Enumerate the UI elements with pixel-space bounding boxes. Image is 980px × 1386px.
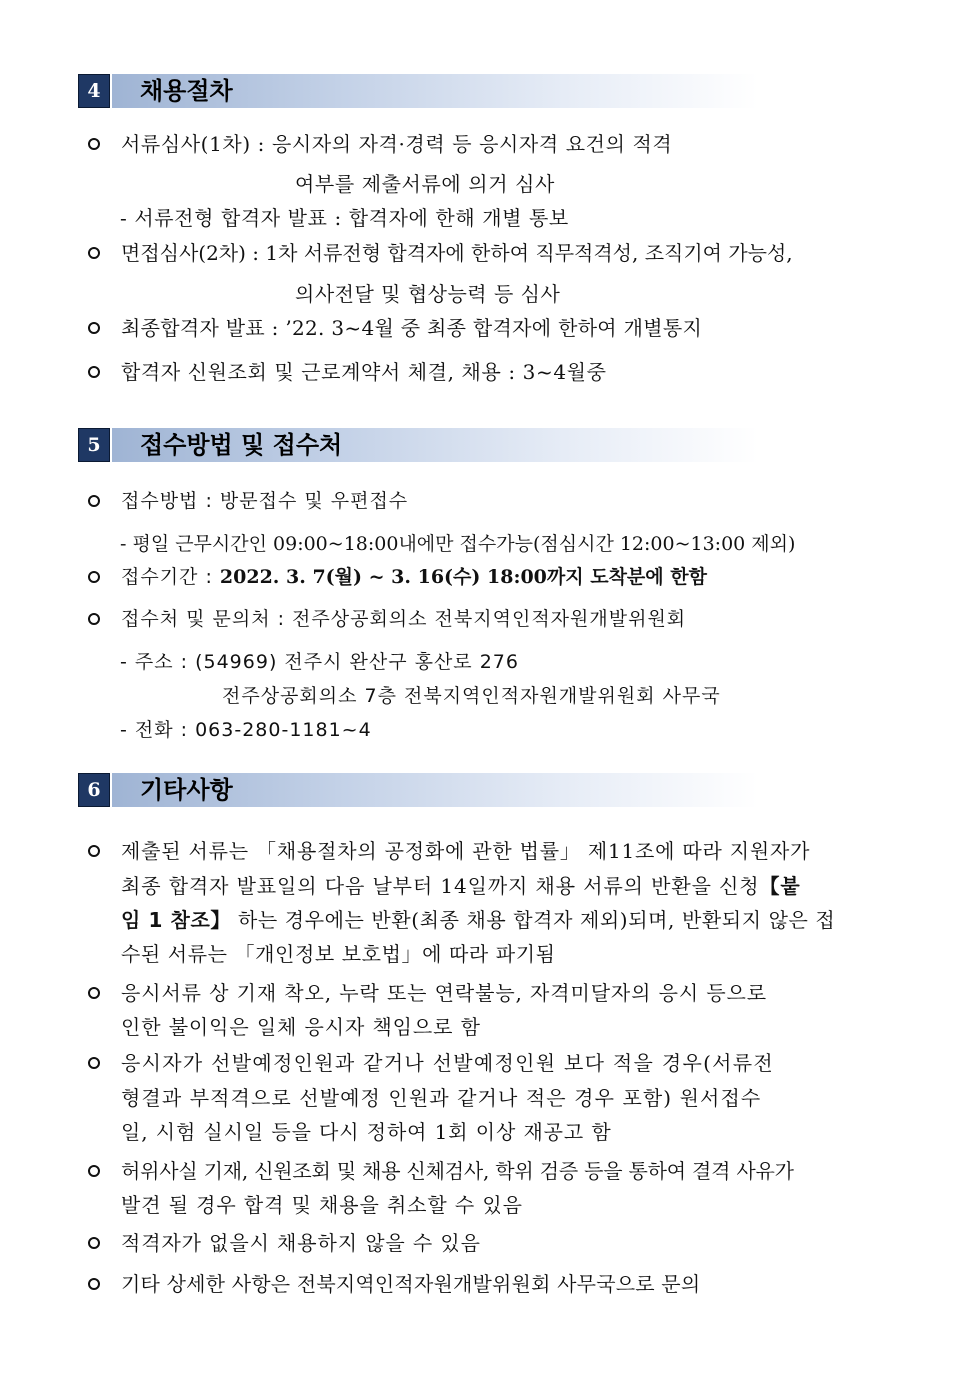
sub-item-continuation: 전주상공회의소 7층 전북지역인적자원개발위원회 사무국 (222, 685, 721, 707)
list-item-continuation: 여부를 제출서류에 의거 심사 (295, 172, 555, 196)
section-header-5 (78, 428, 758, 462)
section-header-6 (78, 773, 758, 807)
bullet-circle-icon (88, 495, 100, 507)
list-item-continuation (121, 872, 801, 900)
reference-emphasis: 임 1 참조】 (121, 908, 232, 932)
bullet-circle-icon (88, 845, 100, 857)
list-item-continuation: 형결과 부적격으로 선발예정 인원과 같거나 적은 경우 포함) 원서접수 (121, 1086, 762, 1110)
list-item-continuation: 발견 될 경우 합격 및 채용을 취소할 수 있음 (121, 1193, 523, 1217)
text-run: 하는 경우에는 반환(최종 채용 합격자 제외)되며, 반환되지 않은 접 (231, 908, 836, 932)
list-item: 응시서류 상 기재 착오, 누락 또는 연락불능, 자격미달자의 응시 등으로 (121, 981, 767, 1005)
bullet-circle-icon (88, 987, 100, 999)
section-title: 기타사항 (140, 776, 233, 804)
list-item-continuation (121, 906, 835, 934)
bullet-circle-icon (88, 613, 100, 625)
list-item (121, 563, 707, 591)
bullet-circle-icon (88, 366, 100, 378)
item-label: 접수기간 : (121, 566, 220, 588)
bullet-circle-icon (88, 138, 100, 150)
bullet-circle-icon (88, 1237, 100, 1249)
section-number: 5 (78, 428, 110, 462)
section-number: 4 (78, 74, 110, 108)
list-item: 응시자가 선발예정인원과 같거나 선발예정인원 보다 적을 경우(서류전 (121, 1051, 775, 1075)
list-item: 접수방법 : 방문접수 및 우편접수 (121, 490, 409, 512)
list-item: 서류심사(1차) : 응시자의 자격·경력 등 응시자격 요건의 적격 (121, 132, 673, 156)
list-item: 허위사실 기재, 신원조회 및 채용 신체검사, 학위 검증 등을 통하여 결격 사유가 (121, 1159, 794, 1183)
list-item-continuation: 일, 시험 실시일 등을 다시 정하여 1회 이상 재공고 함 (121, 1120, 612, 1144)
list-item: 면접심사(2차) : 1차 서류전형 합격자에 한하여 직무적격성, 조직기여 가능성, (121, 241, 793, 265)
reference-emphasis: 【붙 (759, 874, 801, 898)
item-emphasis: 2022. 3. 7(월) ~ 3. 16(수) 18:00까지 도착분에 한함 (219, 566, 707, 588)
section-title: 채용절차 (140, 77, 233, 105)
bullet-circle-icon (88, 1278, 100, 1290)
list-item-continuation: 의사전달 및 협상능력 등 심사 (295, 282, 561, 306)
sub-item: - 주소 : (54969) 전주시 완산구 홍산로 276 (120, 651, 519, 673)
section-title: 접수방법 및 접수처 (140, 431, 343, 459)
bullet-circle-icon (88, 247, 100, 259)
section-header-4 (78, 74, 758, 108)
list-item-continuation: 인한 불이익은 일체 응시자 책임으로 함 (121, 1015, 481, 1039)
list-item-continuation: 수된 서류는 「개인정보 보호법」에 따라 파기됨 (121, 942, 556, 966)
sub-item: - 서류전형 합격자 발표 : 합격자에 한해 개별 통보 (120, 206, 569, 230)
text-run: 최종 합격자 발표일의 다음 날부터 14일까지 채용 서류의 반환을 신청 (121, 874, 760, 898)
list-item: 최종합격자 발표 : ’22. 3~4월 중 최종 합격자에 한하여 개별통지 (121, 316, 703, 340)
bullet-circle-icon (88, 1165, 100, 1177)
bullet-circle-icon (88, 322, 100, 334)
sub-item: - 전화 : 063-280-1181~4 (120, 719, 372, 741)
list-item: 적격자가 없을시 채용하지 않을 수 있음 (121, 1231, 481, 1255)
list-item: 접수처 및 문의처 : 전주상공회의소 전북지역인적자원개발위원회 (121, 608, 687, 630)
sub-item: - 평일 근무시간인 09:00~18:00내에만 접수가능(점심시간 12:00~13:00 제외) (120, 533, 796, 555)
section-number: 6 (78, 773, 110, 807)
bullet-circle-icon (88, 571, 100, 583)
list-item: 합격자 신원조회 및 근로계약서 체결, 채용 : 3~4월중 (121, 360, 607, 384)
list-item: 기타 상세한 사항은 전북지역인적자원개발위원회 사무국으로 문의 (121, 1272, 701, 1296)
list-item: 제출된 서류는 「채용절차의 공정화에 관한 법률」 제11조에 따라 지원자가 (121, 839, 811, 863)
bullet-circle-icon (88, 1057, 100, 1069)
